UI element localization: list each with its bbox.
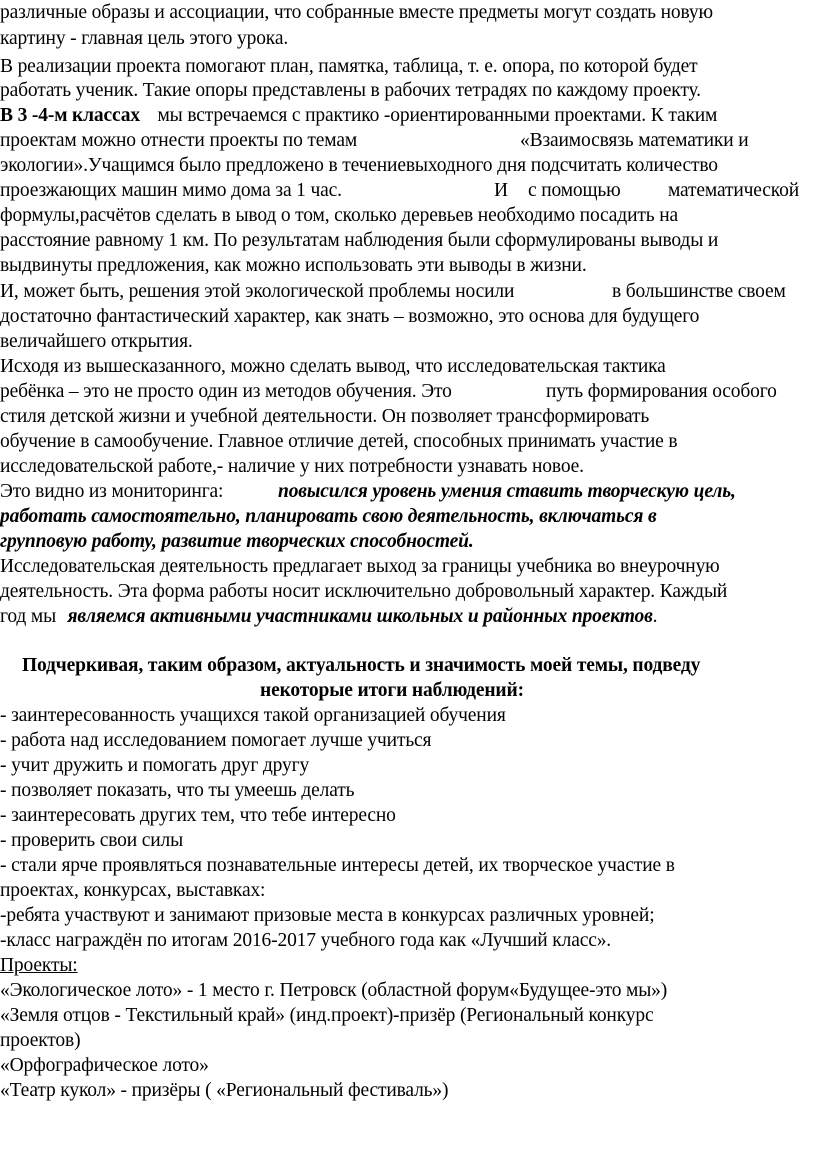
text-span: И, может быть, решения этой экологической проблемы носили — [0, 281, 515, 302]
text-line — [0, 180, 800, 202]
text-line: величайшего открытия. — [0, 331, 193, 352]
project-item: «Орфографическое лото» — [0, 1055, 209, 1076]
text-line: деятельность. Эта форма работы носит исключительно добровольный характер. Каждый — [0, 581, 728, 602]
project-item: «Театр кукол» - призёры ( «Региональный фестиваль») — [0, 1080, 449, 1101]
text-line — [0, 481, 736, 503]
list-item: - учит дружить и помогать друг другу — [0, 755, 310, 776]
section-heading: некоторые итоги наблюдений: — [260, 680, 524, 701]
list-item: -ребята участвуют и занимают призовые места в конкурсах различных уровней; — [0, 905, 655, 926]
text-line — [0, 606, 657, 628]
projects-title: Проекты: — [0, 955, 78, 976]
text-span: путь формирования особого — [546, 381, 777, 402]
list-item: - заинтересованность учащихся такой организацией обучения — [0, 705, 506, 726]
emphasis-line: работать самостоятельно, планировать свою деятельность, включаться в — [0, 506, 657, 527]
text-span: математической — [668, 180, 800, 201]
text-line: картину - главная цель этого урока. — [0, 28, 289, 49]
text-span: «Взаимосвязь математики и — [520, 130, 749, 151]
list-item: - работа над исследованием помогает лучше учиться — [0, 730, 432, 751]
list-item: - стали ярче проявляться познавательные интересы детей, их творческое участие в — [0, 855, 675, 876]
text-span: . — [652, 606, 658, 627]
project-item: проектов) — [0, 1030, 81, 1051]
text-span: ребёнка – это не просто один из методов обучения. Это — [0, 381, 452, 402]
text-line: Исходя из вышесказанного, можно сделать вывод, что исследовательская тактика — [0, 356, 666, 377]
project-item: «Земля отцов - Текстильный край» (инд.проект)-призёр (Региональный конкурс — [0, 1005, 654, 1026]
list-item: - заинтересовать других тем, что тебе интересно — [0, 805, 396, 826]
text-span: в большинстве своем — [612, 281, 786, 302]
text-line: стиля детской жизни и учебной деятельности. Он позволяет трансформировать — [0, 406, 650, 427]
text-line: обучение в самообучение. Главное отличие детей, способных принимать участие в — [0, 431, 678, 452]
project-item: «Экологическое лото» - 1 место г. Петровск (областной форум«Будущее-это мы») — [0, 980, 668, 1001]
text-line: различные образы и ассоциации, что собранные вместе предметы могут создать новую — [0, 2, 713, 23]
emphasis-text: повысился уровень умения ставить творческую цель, — [278, 481, 736, 502]
text-line: В реализации проекта помогают план, памятка, таблица, т. е. опора, по которой будет — [0, 56, 698, 77]
list-item: - проверить свои силы — [0, 830, 184, 851]
section-heading: Подчеркивая, таким образом, актуальность и значимость моей темы, подведу — [22, 655, 701, 676]
text-line — [0, 105, 717, 127]
text-span: год мы — [0, 606, 57, 627]
text-line: экологии».Учащимся было предложено в течениевыходного дня подсчитать количество — [0, 155, 718, 176]
text-span: И — [494, 180, 508, 201]
text-span: проектам можно отнести проекты по темам — [0, 130, 358, 151]
emphasis-line: групповую работу, развитие творческих способностей. — [0, 531, 474, 552]
bold-class-label: В 3 -4-м классах — [0, 105, 140, 126]
text-line: выдвинуты предложения, как можно использовать эти выводы в жизни. — [0, 255, 587, 276]
text-line: Исследовательская деятельность предлагает выход за границы учебника во внеурочную — [0, 556, 720, 577]
text-span: проезжающих машин мимо дома за 1 час. — [0, 180, 342, 201]
text-line — [0, 281, 786, 303]
text-line: расстояние равному 1 км. По результатам наблюдения были сформулированы выводы и — [0, 230, 719, 251]
text-span: мы встречаемся с практико -ориентированными проектами. К таким — [157, 105, 718, 126]
text-line: исследовательской работе,- наличие у них потребности узнавать новое. — [0, 456, 584, 477]
text-line — [0, 381, 777, 403]
text-line — [0, 130, 749, 152]
emphasis-text: являемся активными участниками школьных и районных проектов — [67, 606, 653, 627]
text-line: формулы,расчётов сделать в ывод о том, сколько деревьев необходимо посадить на — [0, 205, 678, 226]
list-item: - позволяет показать, что ты умеешь делать — [0, 780, 355, 801]
text-span: Это видно из мониторинга: — [0, 481, 224, 502]
text-line: достаточно фантастический характер, как знать – возможно, это основа для будущего — [0, 306, 700, 327]
list-item: проектах, конкурсах, выставках: — [0, 880, 266, 901]
text-line: работать ученик. Такие опоры представлены в рабочих тетрадях по каждому проекту. — [0, 80, 701, 101]
text-span: с помощью — [528, 180, 621, 201]
list-item: -класс награждён по итогам 2016-2017 учебного года как «Лучший класс». — [0, 930, 612, 951]
